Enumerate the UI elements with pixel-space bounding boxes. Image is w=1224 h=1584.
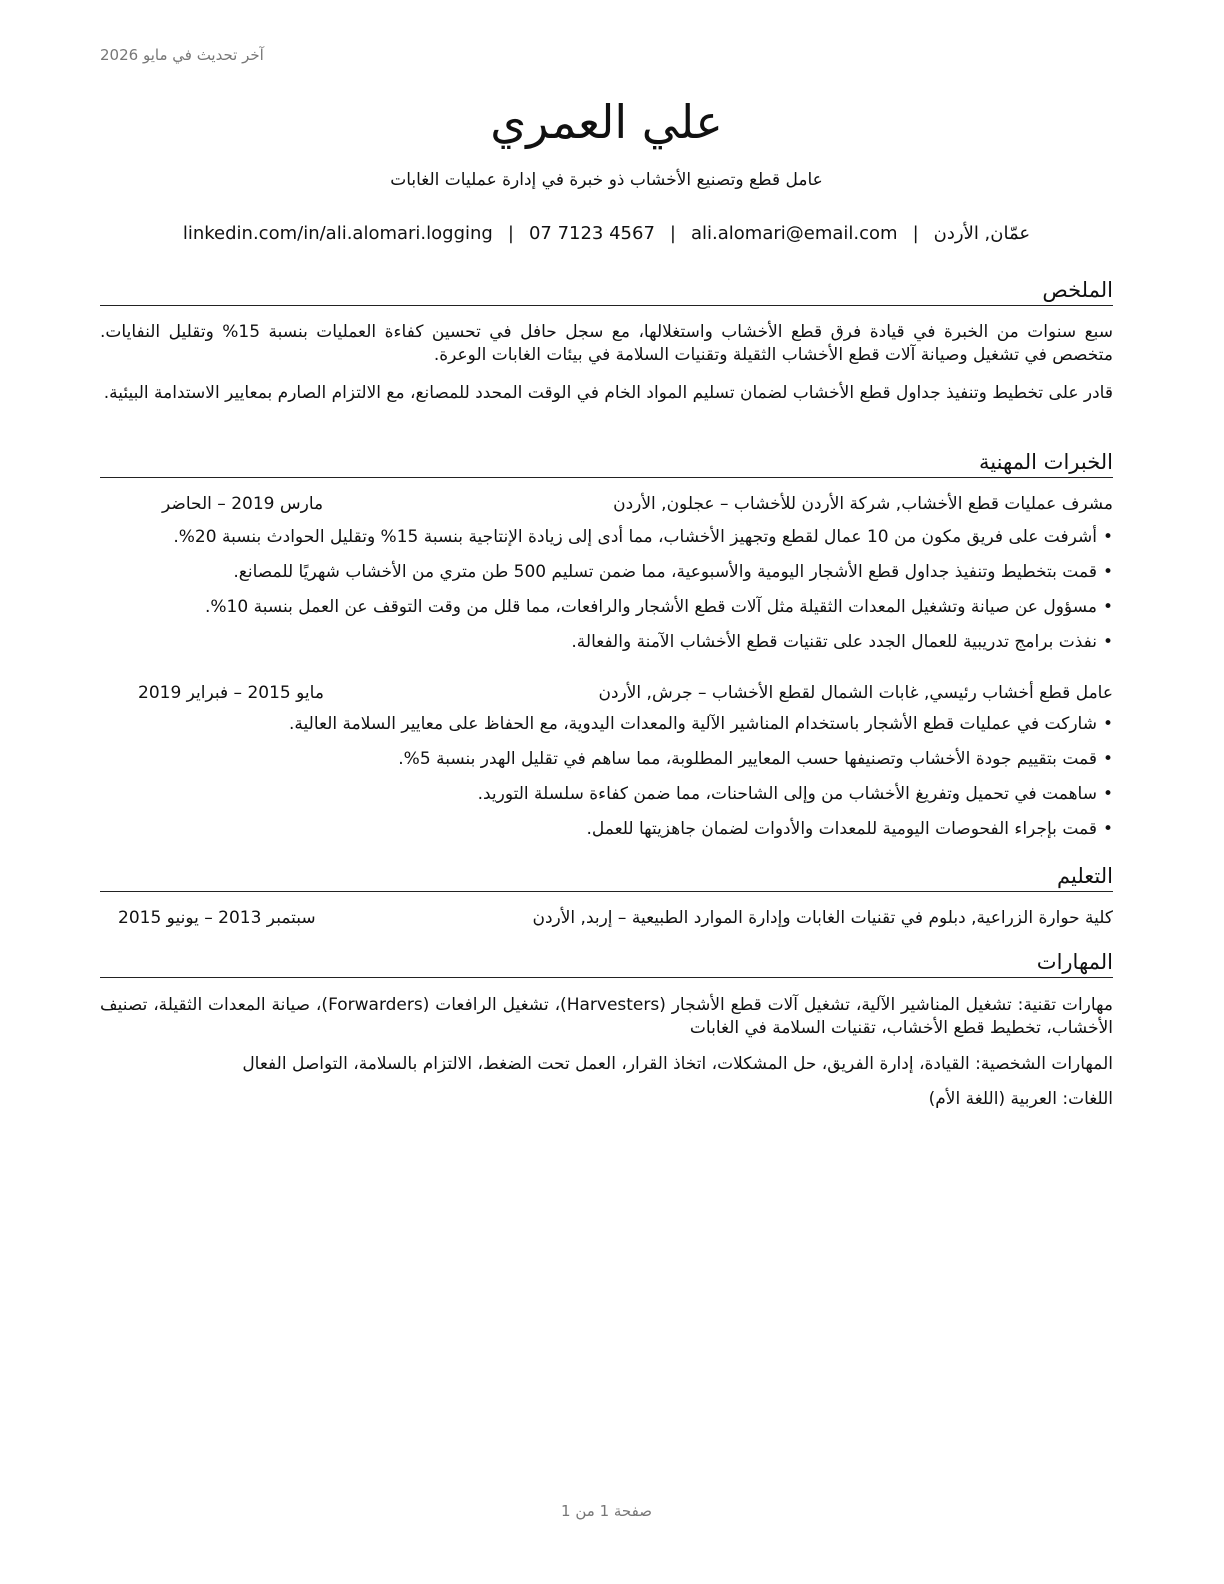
contact-email[interactable]: ali.alomari@email.com bbox=[690, 223, 898, 244]
job-title: مشرف عمليات قطع الأخشاب, شركة الأردن للأخشاب – عجلون, الأردن bbox=[613, 494, 1113, 514]
candidate-tagline: عامل قطع وتصنيع الأخشاب ذو خبرة في إدارة عمليات الغابات bbox=[390, 170, 823, 190]
list-item: •ساهمت في تحميل وتفريغ الأخشاب من وإلى الشاحنات، مما ضمن كفاءة سلسلة التوريد. bbox=[477, 784, 1113, 804]
list-item: •نفذت برامج تدريبية للعمال الجدد على تقنيات قطع الأخشاب الآمنة والفعالة. bbox=[571, 632, 1113, 652]
last-updated-note: آخر تحديث في مايو 2026 bbox=[100, 46, 264, 64]
list-item: •قمت بإجراء الفحوصات اليومية للمعدات والأدوات لضمان جاهزيتها للعمل. bbox=[586, 819, 1113, 839]
summary-paragraph-1: سبع سنوات من الخبرة في قيادة فرق قطع الأخشاب واستغلالها، مع سجل حافل في تحسين كفاءة العمليات بنسبة 15% وتقليل النفايات. متخصص في تشغيل وصيانة آلات قطع الأخشاب الثقيلة وتقنيات السلامة في بيئات الغابات الوعرة. bbox=[100, 322, 1114, 365]
contact-phone: 07 7123 4567 bbox=[528, 223, 655, 244]
summary-paragraph-2: قادر على تخطيط وتنفيذ جداول قطع الأخشاب لضمان تسليم المواد الخام في الوقت المحدد للمصانع، مع الالتزام الصارم بمعايير الاستدامة البيئية. bbox=[103, 383, 1113, 403]
list-item: •مسؤول عن صيانة وتشغيل المعدات الثقيلة مثل آلات قطع الأشجار والرافعات، مما قلل من وقت التوقف عن العمل بنسبة 10%. bbox=[204, 597, 1113, 617]
list-item: •شاركت في عمليات قطع الأشجار باستخدام المناشير الآلية والمعدات اليدوية، مع الحفاظ على معايير السلامة العالية. bbox=[289, 714, 1113, 734]
skills-technical: مهارات تقنية: تشغيل المناشير الآلية، تشغيل آلات قطع الأشجار (Harvesters)، تشغيل الرافعات (Forwarders)، صيانة المعدات الثقيلة، تصنيف الأخشاب، تخطيط قطع الأخشاب، تقنيات السلامة في الغابات bbox=[100, 995, 1113, 1038]
list-item: •أشرفت على فريق مكون من 10 عمال لقطع وتجهيز الأخشاب، مما أدى إلى زيادة الإنتاجية بنسبة 15% وتقليل الحوادث بنسبة 20%. bbox=[173, 527, 1113, 547]
contact-separator: | bbox=[912, 223, 919, 244]
education-heading: التعليم bbox=[100, 862, 1113, 892]
skills-heading: المهارات bbox=[100, 948, 1113, 978]
job-title: عامل قطع أخشاب رئيسي, غابات الشمال لقطع الأخشاب – جرش, الأردن bbox=[598, 683, 1113, 703]
experience-heading: الخبرات المهنية bbox=[100, 448, 1113, 478]
job-bullets bbox=[100, 526, 1113, 666]
contact-location: عمّان, الأردن bbox=[933, 223, 1031, 244]
summary-heading: الملخص bbox=[100, 276, 1113, 306]
contact-line bbox=[100, 223, 1113, 244]
resume-page bbox=[100, 0, 1113, 1584]
skills-languages: اللغات: العربية (اللغة الأم) bbox=[928, 1089, 1113, 1109]
job-bullets bbox=[100, 713, 1113, 853]
list-item: •قمت بتخطيط وتنفيذ جداول قطع الأشجار اليومية والأسبوعية، مما ضمن تسليم 500 طن متري من الأخشاب شهريًا للمصانع. bbox=[233, 562, 1113, 582]
education-dates: سبتمبر 2013 – يونيو 2015 bbox=[118, 908, 316, 928]
contact-linkedin[interactable]: linkedin.com/in/ali.alomari.logging bbox=[182, 223, 493, 244]
contact-separator: | bbox=[507, 223, 514, 244]
list-item: •قمت بتقييم جودة الأخشاب وتصنيفها حسب المعايير المطلوبة، مما ساهم في تقليل الهدر بنسبة 5%. bbox=[398, 749, 1113, 769]
candidate-name: علي العمري bbox=[490, 95, 723, 149]
contact-separator: | bbox=[669, 223, 676, 244]
page-number: صفحة 1 من 1 bbox=[561, 1502, 652, 1520]
skills-personal: المهارات الشخصية: القيادة، إدارة الفريق، حل المشكلات، اتخاذ القرار، العمل تحت الضغط، الالتزام بالسلامة، التواصل الفعال bbox=[242, 1054, 1113, 1074]
education-institution: كلية حوارة الزراعية, دبلوم في تقنيات الغابات وإدارة الموارد الطبيعية – إربد, الأردن bbox=[532, 908, 1113, 928]
job-dates: مارس 2019 – الحاضر bbox=[162, 494, 324, 514]
job-dates: مايو 2015 – فبراير 2019 bbox=[138, 683, 324, 703]
